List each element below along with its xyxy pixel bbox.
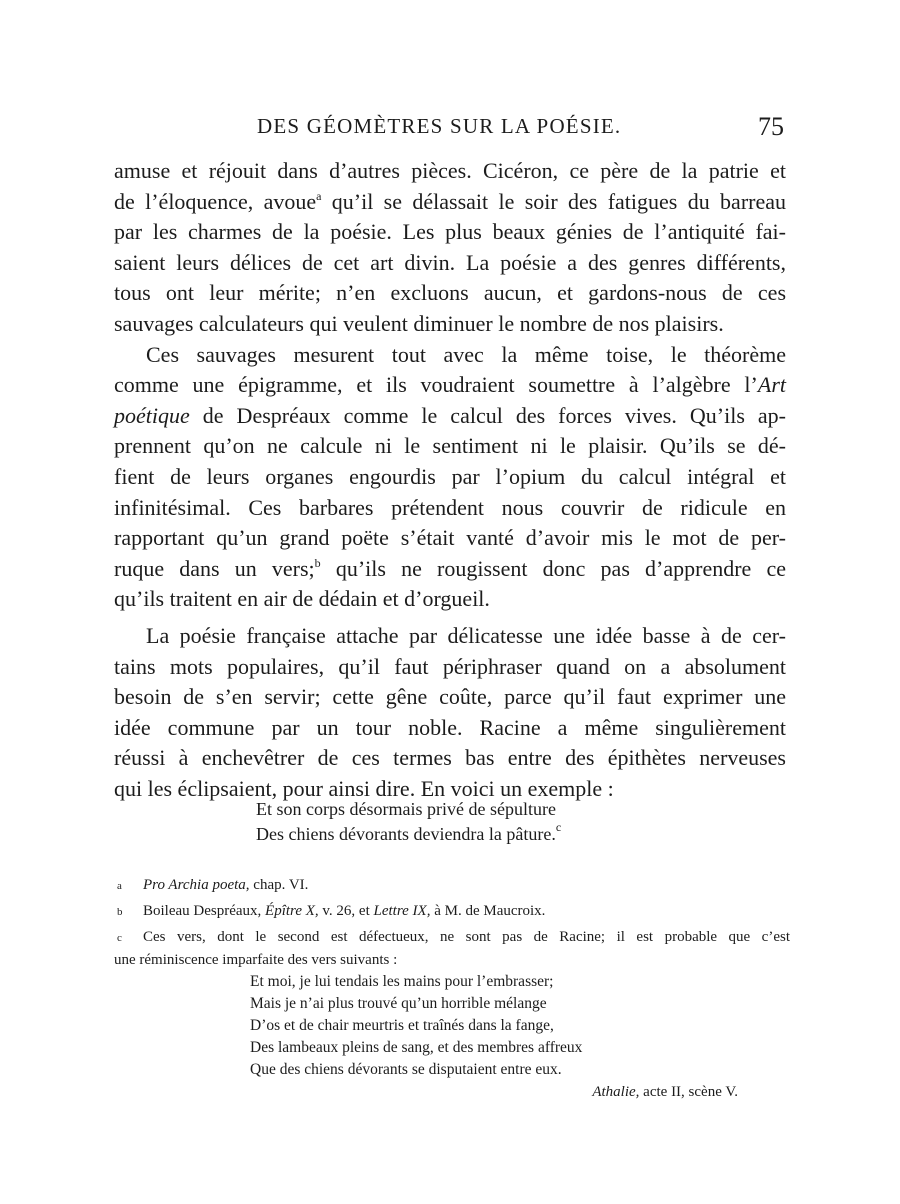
work-title: Art: [757, 372, 786, 398]
text-line: [114, 401, 786, 432]
footnote-line: [114, 926, 790, 949]
work-title: Pro Archia poeta,: [143, 877, 250, 893]
text-fragment: Boileau Despréaux,: [143, 903, 266, 919]
verse-line: Et son corps désormais privé de sépulture: [256, 799, 556, 819]
text-line: qu’ils traitent en air de dédain et d’orgueil.: [114, 586, 490, 612]
quote-line: Et moi, je lui tendais les mains pour l’embrasser;: [250, 973, 554, 990]
footnote-mark: a: [117, 880, 122, 892]
text-fragment: comme une épigramme, et ils voudraient soumettre à l’algèbre l’: [114, 372, 758, 398]
text-line: prennent qu’on ne calcule ni le sentiment ni le plaisir. Qu’ils se dé-: [114, 433, 786, 459]
text-line: tains mots populaires, qu’il faut périphraser quand on a absolument: [114, 653, 786, 679]
text-line: tous ont leur mérite; n’en excluons aucun, et gardons-nous de ces: [114, 280, 786, 306]
work-title: poétique: [114, 402, 190, 428]
text-fragment: qu’ils ne rougissent donc pas d’apprendre ce: [320, 555, 786, 581]
text-line: réussi à enchevêtrer de ces termes bas entre des épithètes nerveuses: [114, 745, 786, 771]
running-title: DES GÉOMÈTRES SUR LA POÉSIE.: [257, 114, 622, 138]
work-title: Lettre IX,: [373, 903, 431, 919]
text-fragment: qu’il se délassait le soir des fatigues du barreau: [321, 188, 787, 214]
quote-line: D’os et de chair meurtris et traînés dans la fange,: [250, 1017, 554, 1034]
footnote-mark: c: [117, 932, 122, 944]
footnote-mark: b: [117, 906, 123, 918]
footnote-line: une réminiscence imparfaite des vers suivants :: [114, 952, 398, 968]
work-title: Athalie,: [592, 1084, 640, 1100]
text-line: fient de leurs organes engourdis par l’opium du calcul intégral et: [114, 463, 786, 489]
page-number: 75: [758, 112, 784, 141]
paragraph-1: [114, 156, 786, 340]
quote-line: Que des chiens dévorants se disputaient entre eux.: [250, 1061, 562, 1078]
quote-source: [114, 1081, 790, 1103]
footnote-quotation: [250, 971, 790, 1081]
main-text: [114, 156, 786, 804]
footnote-ref-c[interactable]: c: [555, 820, 562, 834]
text-fragment: ruque dans un vers;: [114, 555, 315, 581]
verse-line: [256, 822, 561, 847]
text-fragment: à M. de Maucroix.: [430, 903, 546, 919]
footnotes: [114, 874, 790, 1103]
footnote-ref-b[interactable]: b: [314, 555, 321, 570]
footnote-c: [114, 926, 790, 1103]
work-title: Épître X,: [265, 903, 319, 919]
text-fragment: Des chiens dévorants deviendra la pâture.: [256, 824, 556, 844]
footnote-ref-a[interactable]: a: [316, 188, 322, 203]
text-line: rapportant qu’un grand poëte s’était vanté d’avoir mis le mot de per-: [114, 525, 786, 551]
text-fragment: chap. VI.: [249, 877, 309, 893]
paragraph-3: [114, 621, 786, 805]
text-fragment: de Despréaux comme le calcul des forces vives. Qu’ils ap-: [189, 402, 786, 428]
text-line: Ces sauvages mesurent tout avec la même toise, le théorème: [146, 341, 786, 367]
verse-quotation: [256, 797, 561, 847]
paragraph-2: [114, 340, 786, 615]
text-line: La poésie française attache par délicatesse une idée basse à de cer-: [146, 622, 786, 648]
text-line: qui les éclipsaient, pour ainsi dire. En voici un exemple :: [114, 775, 614, 801]
quote-line: Mais je n’ai plus trouvé qu’un horrible mélange: [250, 995, 547, 1012]
text-fragment: acte II, scène V.: [639, 1084, 738, 1100]
text-line: par les charmes de la poésie. Les plus beaux génies de l’antiquité fai-: [114, 219, 786, 245]
running-header: [114, 114, 784, 148]
text-line: [114, 554, 786, 585]
text-fragment: Ces vers, dont le second est défectueux, ne sont pas de Racine; il est probable que c’est: [143, 929, 790, 945]
text-line: idée commune par un tour noble. Racine a même singulièrement: [114, 714, 786, 740]
text-line: sauvages calculateurs qui veulent diminuer le nombre de nos plaisirs.: [114, 310, 724, 336]
text-line: [114, 187, 786, 218]
text-line: [114, 370, 786, 401]
text-fragment: de l’éloquence, avoue: [114, 188, 317, 214]
text-line: besoin de s’en servir; cette gêne coûte, parce qu’il faut exprimer une: [114, 684, 786, 710]
footnote-a: [114, 874, 790, 897]
text-fragment: v. 26, et: [318, 903, 374, 919]
text-line: saient leurs délices de cet art divin. La poésie a des genres différents,: [114, 249, 786, 275]
footnote-b: [114, 900, 790, 923]
quote-line: Des lambeaux pleins de sang, et des membres affreux: [250, 1039, 583, 1056]
text-line: infinitésimal. Ces barbares prétendent nous couvrir de ridicule en: [114, 494, 786, 520]
text-line: amuse et réjouit dans d’autres pièces. Cicéron, ce père de la patrie et: [114, 158, 786, 183]
